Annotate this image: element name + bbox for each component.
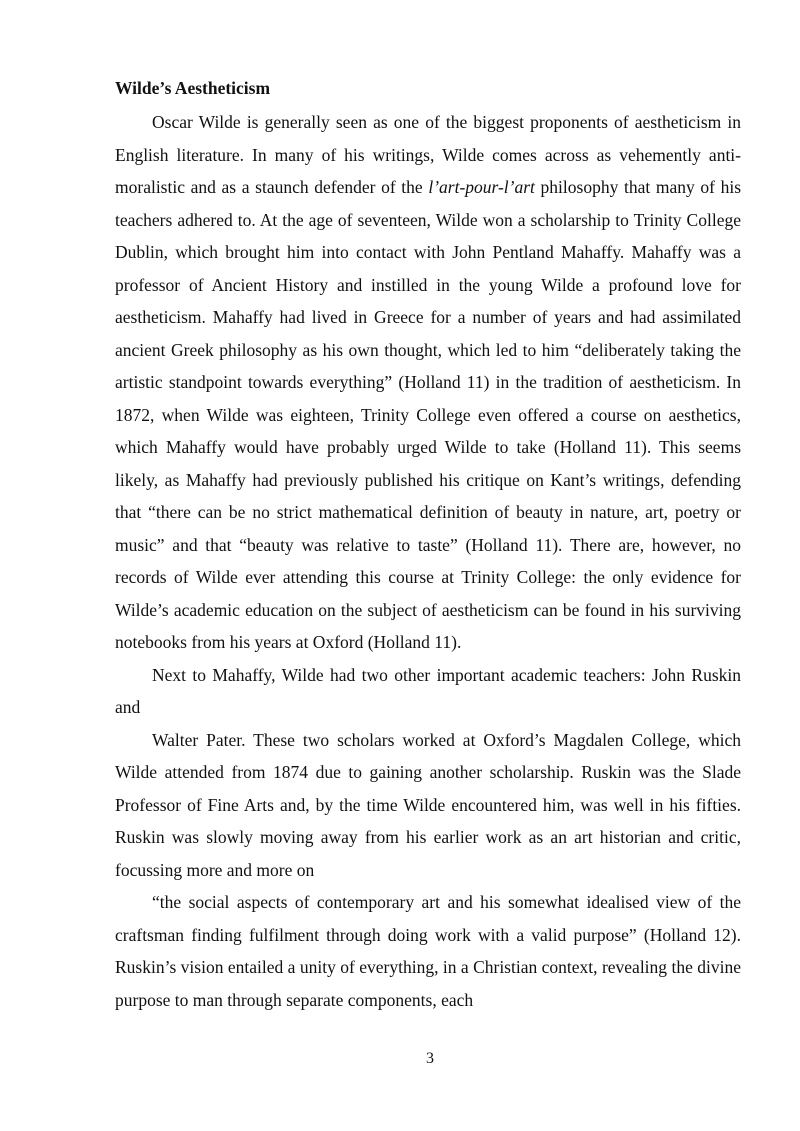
paragraph-1-text-before: Oscar Wilde is generally seen as one of the biggest proponents of aestheticism in English literature. In many of his writings, Wilde comes across as vehemently anti-moralistic and as a staunch defender of the <box>115 112 741 197</box>
section-heading: Wilde’s Aestheticism <box>115 78 271 98</box>
paragraph-4: “the social aspects of contemporary art and his somewhat idealised view of the craftsman finding fulfilment through doing work with a valid purpose” (Holland 12). Ruskin’s vision entailed a unity of everything, in a Christian context, revealing the divine purpose to man through separate components, each <box>115 892 741 1010</box>
body-text <box>115 106 741 1016</box>
italic-term: l’art-pour-l’art <box>428 177 535 197</box>
paragraph-1 <box>115 106 741 659</box>
page-number: 3 <box>426 1050 434 1067</box>
paragraph-2: Next to Mahaffy, Wilde had two other important academic teachers: John Ruskin and <box>115 664 741 717</box>
paragraph-1-text-after: philosophy that many of his teachers adhered to. At the age of seventeen, Wilde won a scholarship to Trinity College Dublin, which brought him into contact with John Pentland Mahaffy. Mahaffy was a professor of Ancient History and instilled in the young Wilde a profound love for aestheticism. Mahaffy had lived in Greece for a number of years and had assimilated ancient Greek philosophy as his own thought, which led to him “deliberately taking the artistic standpoint towards everything” (Holland 11) in the tradition of aestheticism. In 1872, when Wilde was eighteen, Trinity College even offered a course on aesthetics, which Mahaffy would have probably urged Wilde to take (Holland 11). This seems likely, as Mahaffy had previously published his critique on Kant’s writings, defending that “there can be no strict mathematical definition of beauty in nature, art, poetry or music” and that “beauty was relative to taste” (Holland 11). There are, however, no records of Wilde ever attending this course at Trinity College: the only evidence for Wilde’s academic education on the subject of aestheticism can be found in his surviving notebooks from his years at Oxford (Holland 11). <box>115 177 742 652</box>
paragraph-3: Walter Pater. These two scholars worked at Oxford’s Magdalen College, which Wilde attended from 1874 due to gaining another scholarship. Ruskin was the Slade Professor of Fine Arts and, by the time Wilde encountered him, was well in his fifties. Ruskin was slowly moving away from his earlier work as an art historian and critic, focussing more and more on <box>115 729 741 880</box>
